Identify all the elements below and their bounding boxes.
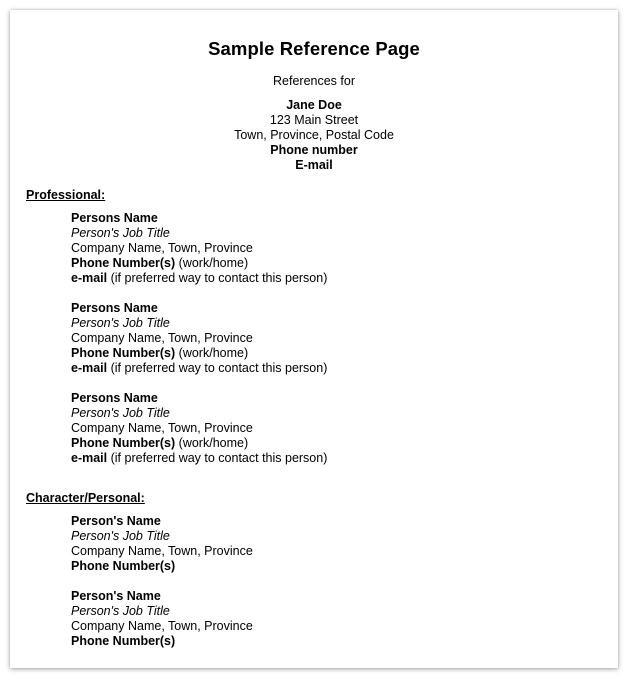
- reference-name: Person's Name: [71, 514, 161, 528]
- applicant-email: E-mail: [295, 158, 333, 172]
- reference-company: Company Name, Town, Province: [71, 544, 253, 558]
- phone-note: (work/home): [175, 436, 249, 450]
- reference-company: Company Name, Town, Province: [71, 421, 253, 435]
- reference-entry: [71, 211, 327, 286]
- reference-name: Person's Name: [71, 589, 161, 603]
- applicant-name: Jane Doe: [286, 98, 342, 112]
- reference-phone-line: [71, 256, 327, 271]
- email-label: e-mail: [71, 271, 108, 285]
- reference-email-line: [71, 271, 327, 286]
- reference-email-line: [71, 451, 327, 466]
- phone-label: Phone Number(s): [71, 256, 176, 270]
- section-heading-character-personal: Character/Personal:: [26, 491, 145, 505]
- reference-company: Company Name, Town, Province: [71, 241, 253, 255]
- section-heading-professional: Professional:: [26, 188, 106, 202]
- reference-job-title: Person's Job Title: [71, 604, 170, 618]
- references-for-label: References for: [273, 74, 355, 88]
- reference-entry: [71, 301, 327, 376]
- reference-phone-line: [71, 346, 327, 361]
- phone-label: Phone Number(s): [71, 634, 176, 648]
- reference-job-title: Person's Job Title: [71, 226, 170, 240]
- applicant-phone: Phone number: [270, 143, 358, 157]
- reference-phone-line: [71, 436, 327, 451]
- phone-label: Phone Number(s): [71, 346, 176, 360]
- reference-name: Persons Name: [71, 211, 158, 225]
- phone-note: (work/home): [175, 256, 249, 270]
- phone-note: (work/home): [175, 346, 249, 360]
- email-note: (if preferred way to contact this person): [107, 361, 328, 375]
- reference-name: Persons Name: [71, 301, 158, 315]
- reference-job-title: Person's Job Title: [71, 316, 170, 330]
- reference-company: Company Name, Town, Province: [71, 331, 253, 345]
- applicant-street: 123 Main Street: [269, 113, 359, 127]
- email-note: (if preferred way to contact this person): [107, 451, 328, 465]
- phone-label: Phone Number(s): [71, 436, 176, 450]
- reference-job-title: Person's Job Title: [71, 529, 170, 543]
- applicant-city-line: Town, Province, Postal Code: [234, 128, 394, 142]
- applicant-contact-block: [10, 98, 618, 173]
- reference-company: Company Name, Town, Province: [71, 619, 253, 633]
- reference-entry: [71, 391, 327, 466]
- email-label: e-mail: [71, 451, 108, 465]
- reference-entry: [71, 514, 253, 574]
- email-note: (if preferred way to contact this person): [107, 271, 328, 285]
- document-page: [10, 10, 618, 668]
- phone-label: Phone Number(s): [71, 559, 176, 573]
- reference-name: Persons Name: [71, 391, 158, 405]
- reference-email-line: [71, 361, 327, 376]
- email-label: e-mail: [71, 361, 108, 375]
- reference-job-title: Person's Job Title: [71, 406, 170, 420]
- page-title: Sample Reference Page: [208, 38, 420, 59]
- reference-entry: [71, 589, 253, 649]
